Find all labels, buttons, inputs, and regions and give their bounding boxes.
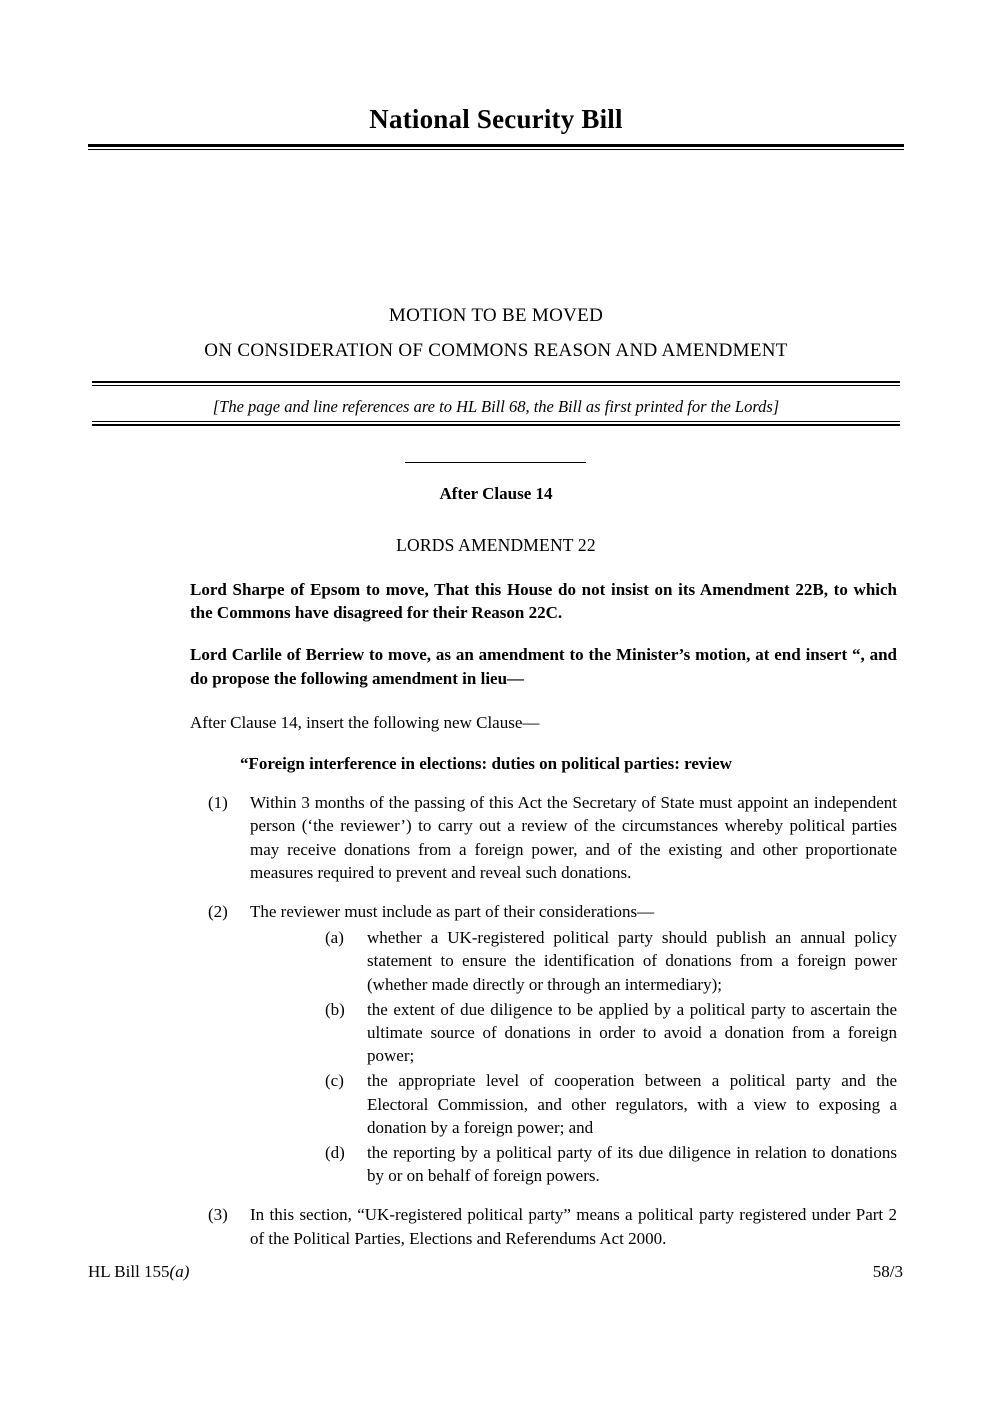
paragraph-text: the appropriate level of cooperation between a political party and the Electoral Commission, and other regulators, with a view to exposing a donation by a foreign power; and	[367, 1071, 897, 1137]
footer-bill-number-suffix: (a)	[169, 1262, 190, 1281]
subsection-text: In this section, “UK-registered political party” means a political party registered under Part 2 of the Political Parties, Elections and Referendums Act 2000.	[250, 1205, 897, 1248]
motion-heading-primary: MOTION TO BE MOVED	[388, 305, 604, 326]
motion-paragraph-sharpe: Lord Sharpe of Epsom to move, That this House do not insist on its Amendment 22B, to which the Commons have disagreed for their Reason 22C.	[190, 580, 897, 623]
note-rule-below	[92, 421, 900, 426]
paragraph-d	[250, 1141, 897, 1187]
lords-amendment-heading: LORDS AMENDMENT 22	[396, 535, 596, 555]
after-clause-heading: After Clause 14	[439, 484, 553, 503]
subsection-1	[190, 791, 897, 884]
reference-note: [The page and line references are to HL Bill 68, the Bill as first printed for the Lords]	[212, 397, 780, 416]
paragraph-label: (a)	[325, 928, 344, 948]
new-clause-title: “Foreign interference in elections: duties on political parties: review	[240, 754, 732, 774]
subsection-label: (1)	[208, 793, 228, 813]
footer-bill-number	[88, 1262, 189, 1282]
paragraph-label: (b)	[325, 999, 345, 1019]
paragraph-text: whether a UK-registered political party should publish an annual policy statement to ensure the identification of donations from a foreign power (whether made directly or through an intermediary);	[367, 928, 897, 994]
paragraph-text: the reporting by a political party of its due diligence in relation to donations by or on behalf of foreign powers.	[367, 1143, 897, 1186]
paragraph-text: the extent of due diligence to be applied by a political party to ascertain the ultimate source of donations in order to avoid a donation from a foreign power;	[367, 999, 897, 1066]
footer-page-reference: 58/3	[872, 1262, 903, 1281]
title-double-rule	[88, 144, 904, 150]
body-content	[190, 578, 897, 1250]
subsection-label: (3)	[208, 1205, 228, 1225]
note-rule-above	[92, 381, 900, 386]
motion-heading-secondary: ON CONSIDERATION OF COMMONS REASON AND AMENDMENT	[204, 340, 788, 361]
paragraph-c	[250, 1069, 897, 1139]
subsection-text: The reviewer must include as part of their considerations—	[250, 902, 655, 922]
paragraph-label: (c)	[325, 1071, 344, 1091]
paragraph-label: (d)	[325, 1143, 345, 1163]
subsection-3	[190, 1203, 897, 1249]
motion-paragraph-carlile: Lord Carlile of Berriew to move, as an amendment to the Minister’s motion, at end insert “, and do propose the following amendment in lieu—	[190, 645, 897, 688]
subsection-label: (2)	[208, 902, 228, 922]
section-divider-rule	[405, 462, 586, 463]
subsection-text: Within 3 months of the passing of this Act the Secretary of State must appoint an independent person (‘the reviewer’) to carry out a review of the circumstances whereby political parties may receive donations from a foreign power, and of the existing and other proportionate measures required to prevent and reveal such donations.	[250, 793, 897, 882]
page-title: National Security Bill	[369, 104, 623, 134]
subsection-2	[190, 900, 897, 1187]
paragraph-b	[250, 998, 897, 1068]
paragraph-a	[250, 926, 897, 996]
paragraph-list	[250, 926, 897, 1187]
new-clause-lead-in: After Clause 14, insert the following new Clause—	[190, 712, 540, 732]
footer-bill-number-prefix: HL Bill 155	[88, 1262, 170, 1281]
